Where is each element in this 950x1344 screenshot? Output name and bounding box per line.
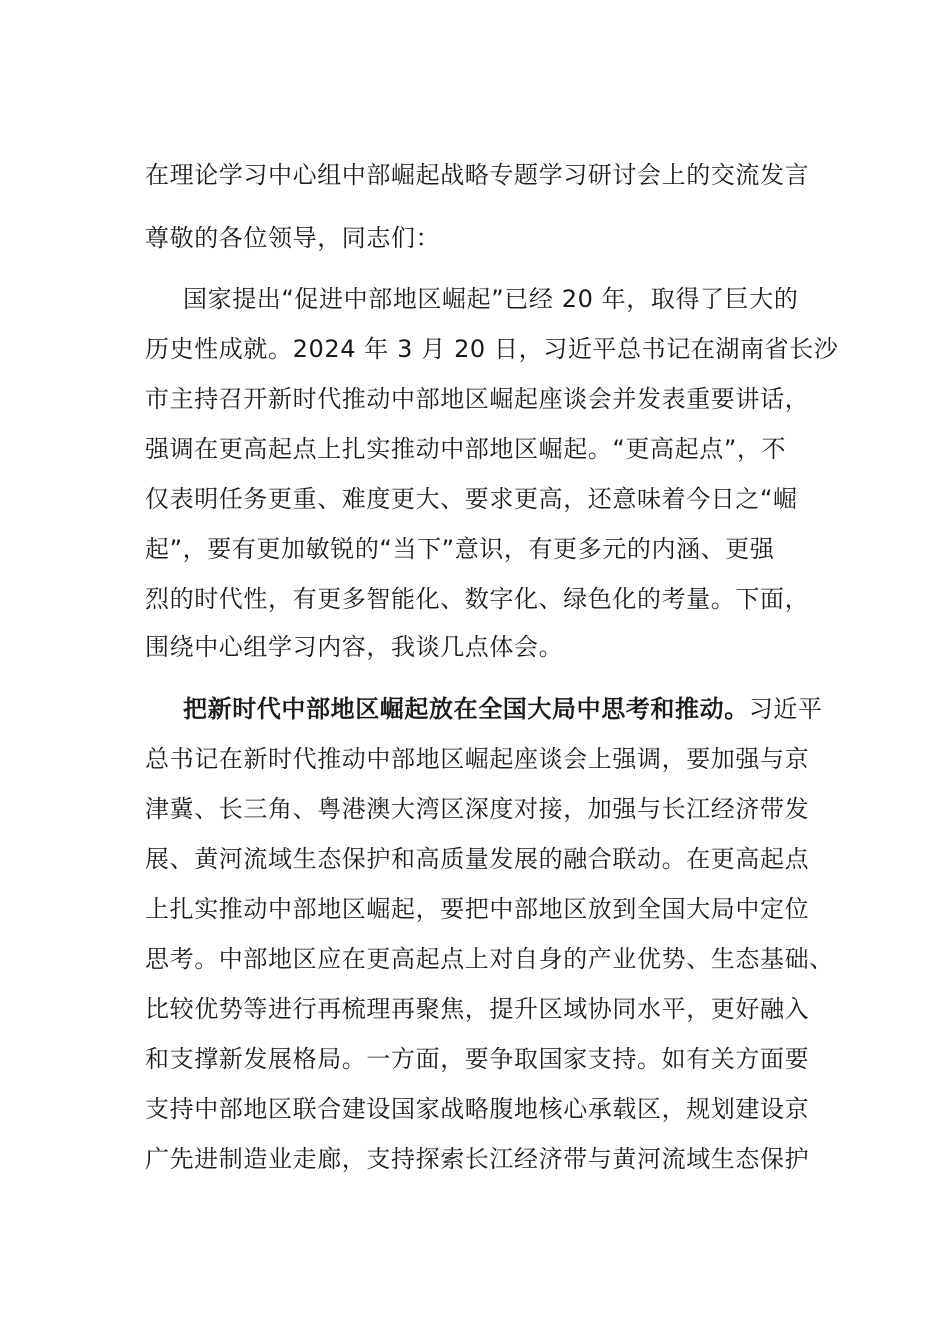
paragraph-line: 总书记在新时代推动中部地区崛起座谈会上强调，要加强与京 xyxy=(145,745,810,773)
paragraph-line: 和支撑新发展格局。一方面，要争取国家支持。如有关方面要 xyxy=(145,1045,810,1073)
paragraph-line: 上扎实推动中部地区崛起，要把中部地区放到全国大局中定位 xyxy=(145,895,810,923)
paragraph-line: 津冀、长三角、粤港澳大湾区深度对接，加强与长江经济带发 xyxy=(145,795,810,823)
paragraph-line: 仅表明任务更重、难度更大、要求更高，还意味着今日之“崛 xyxy=(145,485,798,513)
paragraph-line: 起”，要有更加敏锐的“当下”意识，有更多元的内涵、更强 xyxy=(145,535,775,563)
paragraph-line xyxy=(183,694,863,724)
document-title: 在理论学习中心组中部崛起战略专题学习研讨会上的交流发言 xyxy=(145,161,810,189)
salutation: 尊敬的各位领导，同志们： xyxy=(145,224,441,252)
paragraph-line: 国家提出“促进中部地区崛起”已经 20 年，取得了巨大的 xyxy=(183,285,799,313)
paragraph-line: 支持中部地区联合建设国家战略腹地核心承载区，规划建设京 xyxy=(145,1095,810,1123)
paragraph-line: 广先进制造业走廊，支持探索长江经济带与黄河流域生态保护 xyxy=(145,1145,810,1173)
paragraph-line: 思考。中部地区应在更高起点上对自身的产业优势、生态基础、 xyxy=(145,945,834,973)
paragraph-line: 展、黄河流域生态保护和高质量发展的融合联动。在更高起点 xyxy=(145,845,810,873)
paragraph-line: 历史性成就。2024 年 3 月 20 日，习近平总书记在湖南省长沙 xyxy=(145,335,839,363)
paragraph-heading: 把新时代中部地区崛起放在全国大局中思考和推动。 xyxy=(183,695,749,723)
paragraph-line: 围绕中心组学习内容，我谈几点体会。 xyxy=(145,633,564,661)
paragraph-line: 强调在更高起点上扎实推动中部地区崛起。“更高起点”，不 xyxy=(145,435,787,463)
paragraph-line: 烈的时代性，有更多智能化、数字化、绿色化的考量。下面， xyxy=(145,585,810,613)
paragraph-line: 市主持召开新时代推动中部地区崛起座谈会并发表重要讲话， xyxy=(145,385,810,413)
paragraph-heading-continuation: 习近平 xyxy=(748,695,823,723)
paragraph-line: 比较优势等进行再梳理再聚焦，提升区域协同水平，更好融入 xyxy=(145,995,810,1023)
